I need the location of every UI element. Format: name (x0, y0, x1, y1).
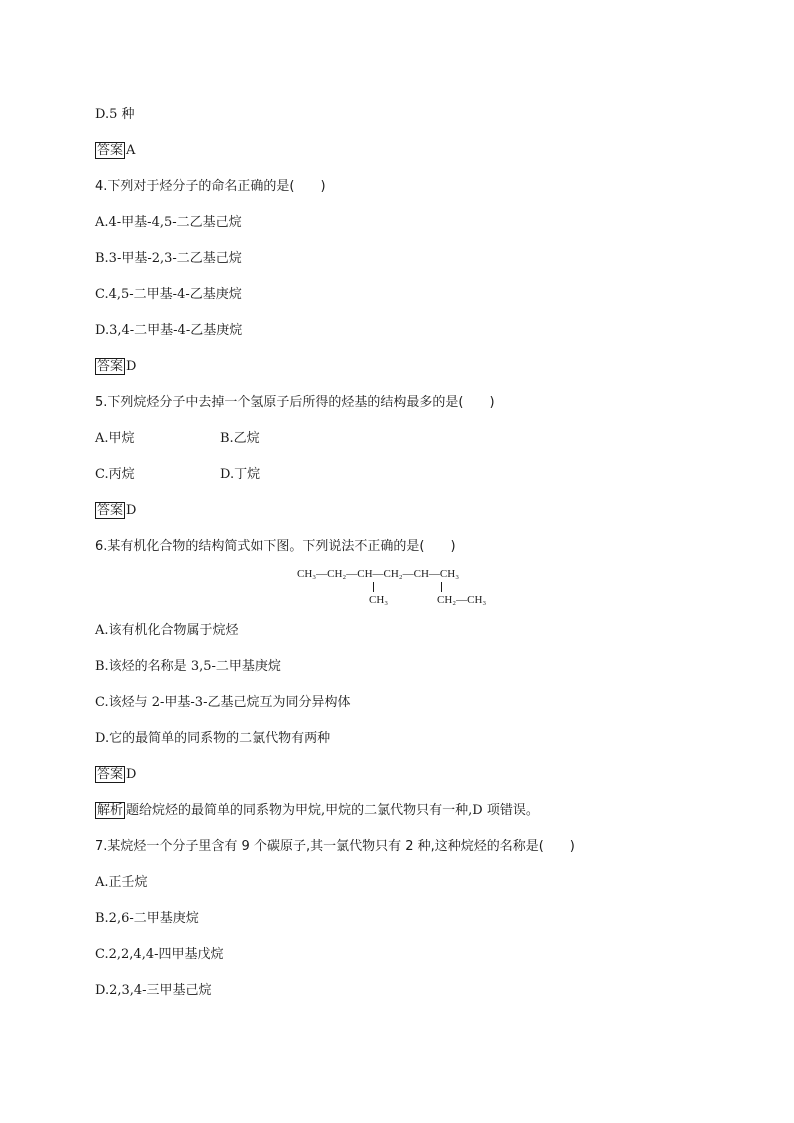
q5-stem: 5.下列烷烃分子中去掉一个氢原子后所得的烃基的结构最多的是( ) (95, 395, 495, 410)
answer-value: D (126, 359, 137, 374)
q6-option-c: C.该烃与 2-甲基-3-乙基己烷互为同分异构体 (95, 695, 351, 710)
q5-option-a: A.甲烷 (95, 431, 135, 446)
q6-option-a: A.该有机化合物属于烷烃 (95, 623, 239, 638)
q4-answer (95, 358, 136, 376)
answer-label: 答案 (97, 359, 124, 374)
q6-analysis (95, 802, 539, 820)
answer-value: A (126, 143, 136, 158)
q6-stem: 6.某有机化合物的结构简式如下图。下列说法不正确的是( ) (95, 539, 456, 554)
analysis-label: 解析 (97, 803, 124, 818)
q4-option-b: B.3-甲基-2,3-二乙基己烷 (95, 251, 242, 266)
q5-option-c: C.丙烷 (95, 467, 135, 482)
q5-option-b: B.乙烷 (220, 431, 260, 446)
formula-branch-methyl: CH₃ (369, 594, 389, 606)
formula-main-chain: CH₃—CH₂—CH—CH₂—CH—CH₃ (297, 568, 460, 580)
q6-option-d: D.它的最简单的同系物的二氯代物有两种 (95, 731, 331, 746)
q4-stem: 4.下列对于烃分子的命名正确的是( ) (95, 179, 326, 194)
q7-option-d: D.2,3,4-三甲基己烷 (95, 983, 212, 998)
answer-label: 答案 (97, 143, 124, 158)
q7-option-a: A.正壬烷 (95, 875, 148, 890)
q7-option-b: B.2,6-二甲基庚烷 (95, 911, 199, 926)
q3-option-d: D.5 种 (95, 107, 135, 122)
q4-option-c: C.4,5-二甲基-4-乙基庚烷 (95, 287, 242, 302)
q6-answer (95, 766, 136, 784)
answer-value: D (126, 767, 137, 782)
answer-value: D (126, 503, 137, 518)
q3-answer (95, 142, 135, 160)
q7-stem: 7.某烷烃一个分子里含有 9 个碳原子,其一氯代物只有 2 种,这种烷烃的名称是( ) (95, 839, 575, 854)
q7-option-c: C.2,2,4,4-四甲基戊烷 (95, 947, 224, 962)
formula-branch-ethyl: CH₂—CH₃ (437, 594, 487, 606)
q5-option-d: D.丁烷 (220, 467, 261, 482)
formula-bond-1 (373, 582, 374, 592)
analysis-text: 题给烷烃的最简单的同系物为甲烷,甲烷的二氯代物只有一种,D 项错误。 (126, 803, 539, 818)
q4-option-a: A.4-甲基-4,5-二乙基己烷 (95, 215, 242, 230)
answer-label: 答案 (97, 503, 124, 518)
formula-bond-2 (441, 582, 442, 592)
q4-option-d: D.3,4-二甲基-4-乙基庚烷 (95, 323, 243, 338)
q5-answer (95, 502, 136, 520)
q6-option-b: B.该烃的名称是 3,5-二甲基庚烷 (95, 659, 281, 674)
answer-label: 答案 (97, 767, 124, 782)
